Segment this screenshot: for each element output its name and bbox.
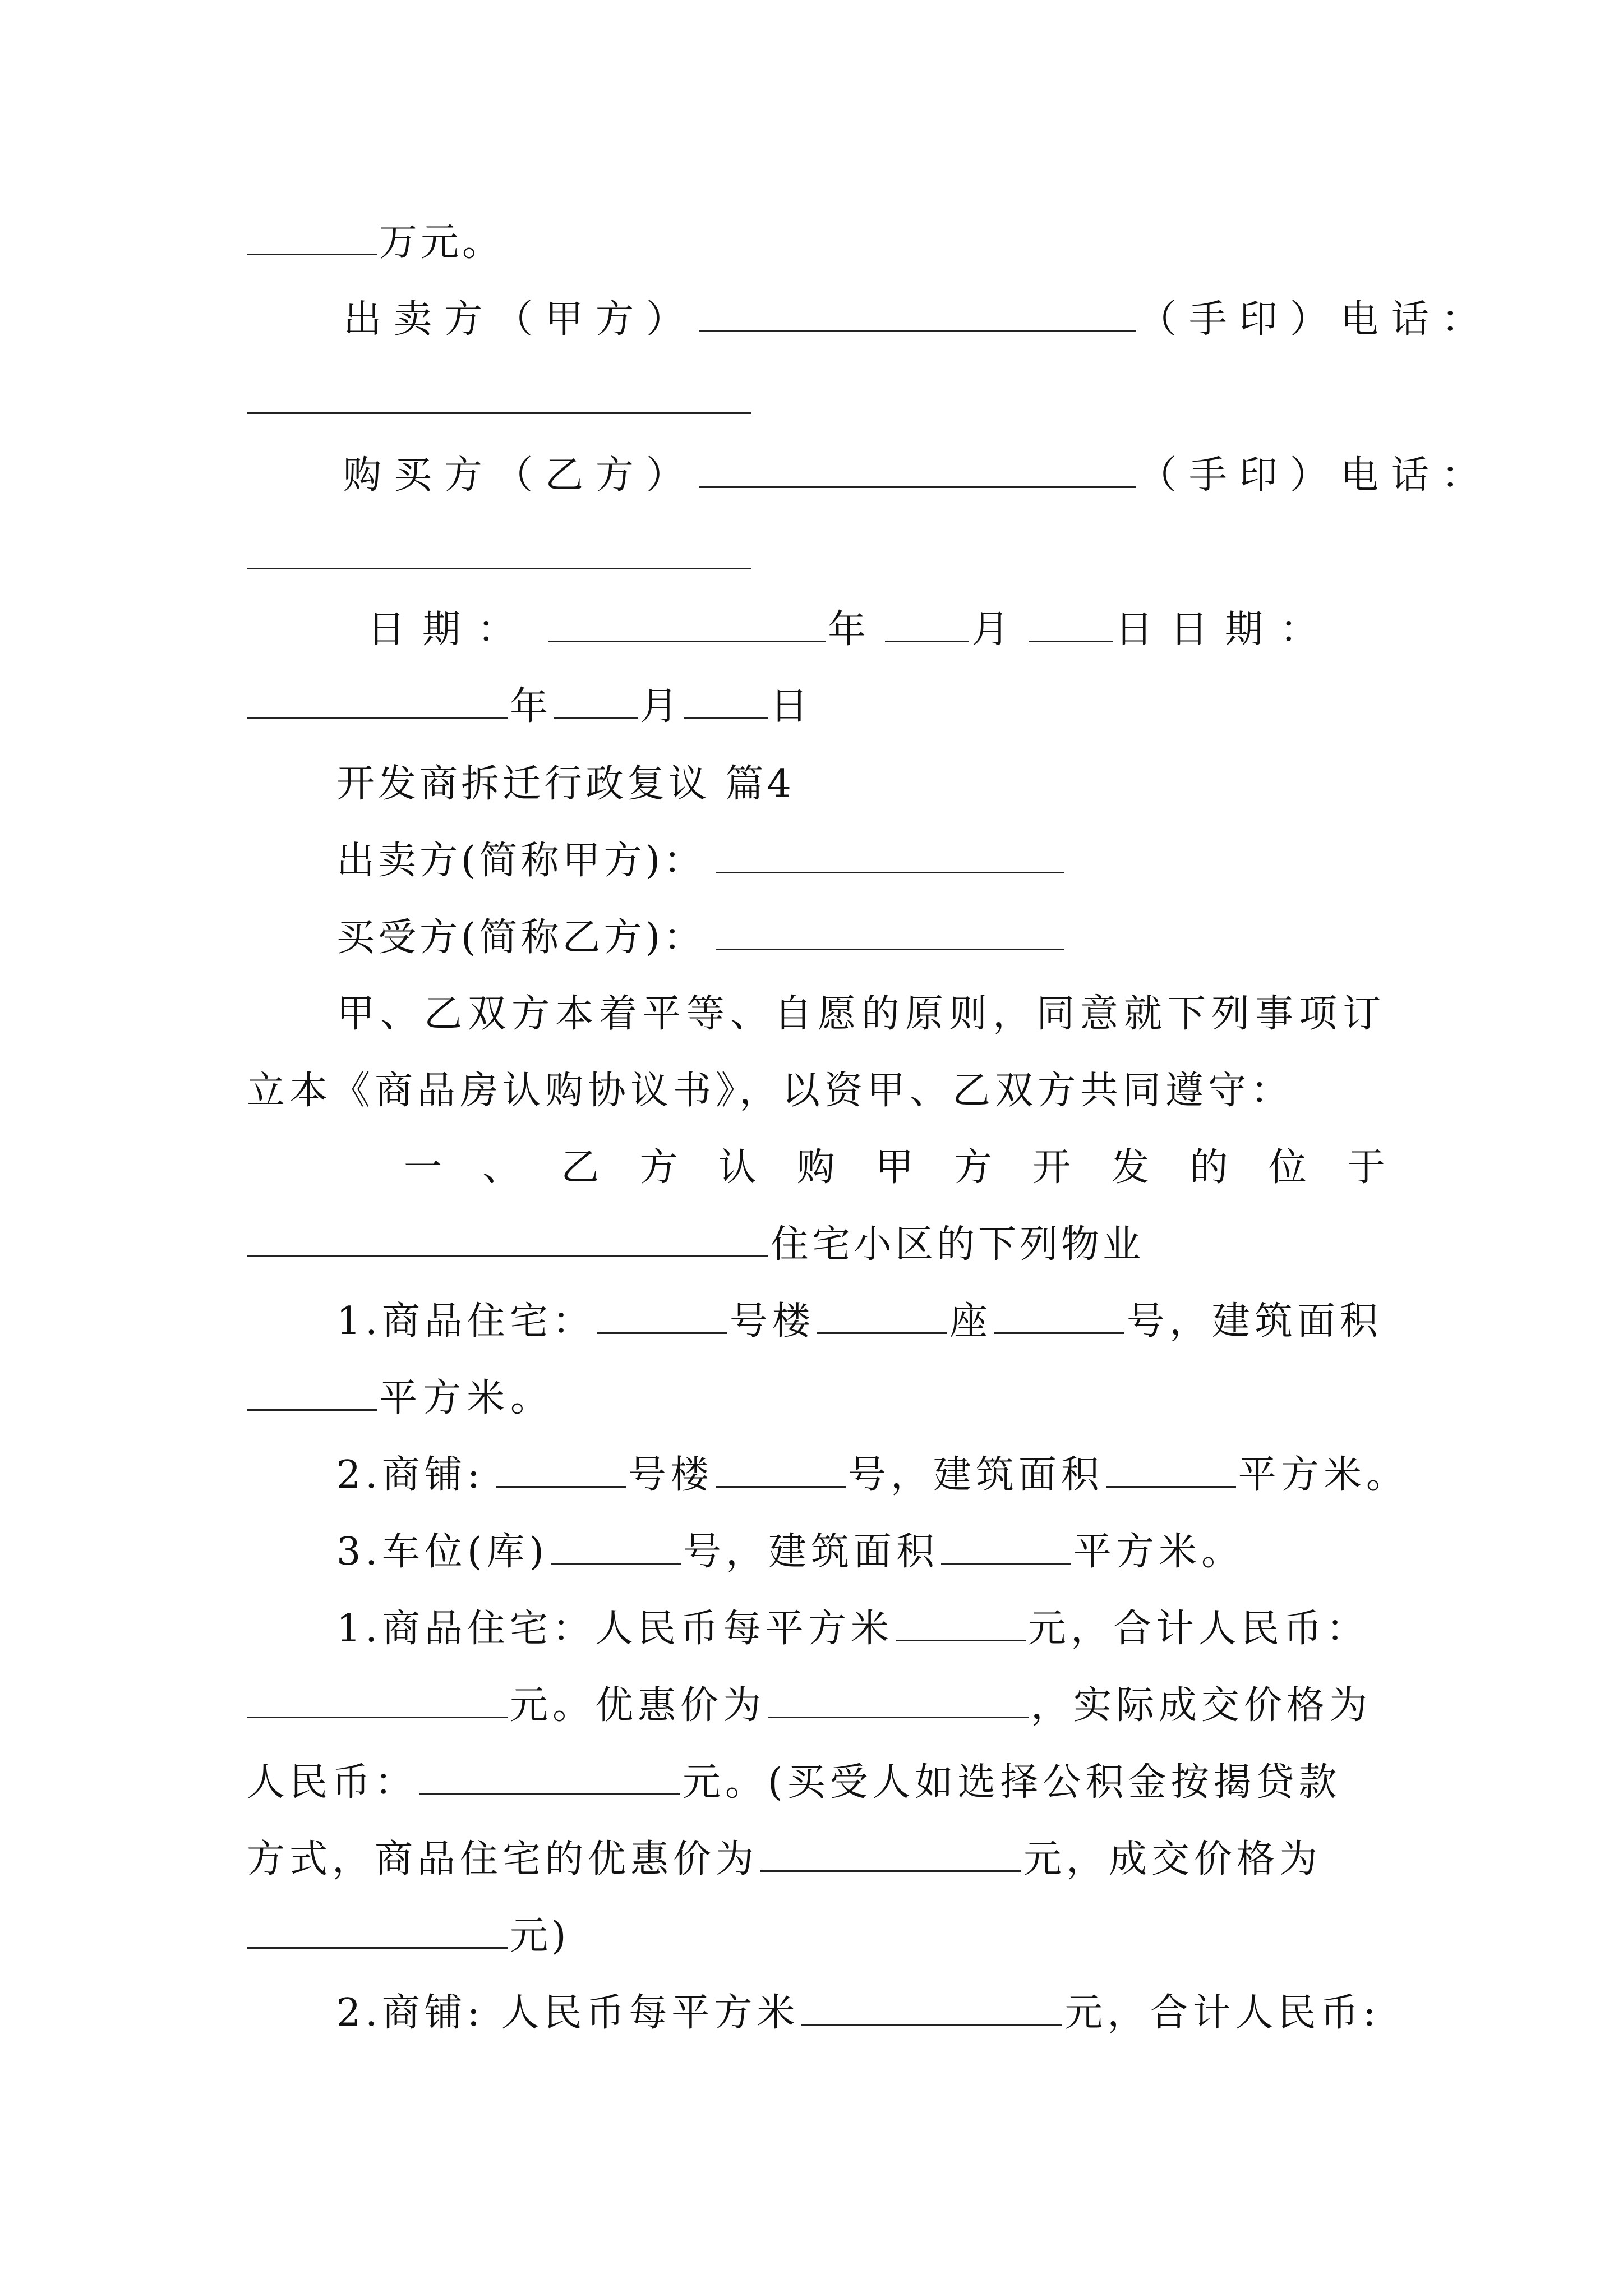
char: 、 xyxy=(482,1145,521,1190)
fill-blank xyxy=(247,220,377,255)
text-fragment: 号楼 xyxy=(729,1299,815,1343)
char: 方 xyxy=(639,1145,678,1190)
doc-line xyxy=(336,1295,1385,1349)
text-fragment: 买受方(简称乙方)： xyxy=(336,915,706,960)
fill-blank xyxy=(994,1299,1124,1334)
fill-blank xyxy=(247,1375,377,1411)
text-fragment: 号，建筑面积 xyxy=(1126,1299,1382,1343)
text-fragment: （手印）电话： xyxy=(1138,297,1492,342)
text-fragment: 2.商铺: xyxy=(336,1453,485,1497)
char: 的 xyxy=(1189,1145,1228,1190)
fill-blank xyxy=(684,684,768,719)
fill-blank xyxy=(801,1990,1062,2026)
text-fragment: 人民币： xyxy=(247,1760,418,1805)
fill-blank xyxy=(896,1606,1026,1641)
text-fragment: 3.车位(库) xyxy=(336,1530,548,1574)
doc-line xyxy=(404,1141,1385,1195)
text-fragment: （手印）电话： xyxy=(1138,453,1492,498)
fill-blank xyxy=(941,1529,1071,1565)
fill-blank xyxy=(716,1452,846,1488)
doc-line xyxy=(336,834,1475,888)
doc-line xyxy=(247,1910,1385,1963)
doc-line xyxy=(343,449,1492,503)
text-fragment: 万元。 xyxy=(379,220,504,265)
text-fragment: 号楼 xyxy=(628,1453,713,1497)
char: 乙 xyxy=(561,1145,600,1190)
text-fragment: 日期： xyxy=(367,608,533,652)
fill-blank xyxy=(1029,607,1113,642)
fill-blank xyxy=(548,607,826,642)
doc-line xyxy=(247,216,1385,270)
text-fragment: 日 xyxy=(770,684,812,729)
text-fragment: 2.商铺: 人民币每平方米 xyxy=(336,1991,800,2035)
char: 方 xyxy=(954,1145,993,1190)
doc-line xyxy=(247,1218,1385,1272)
doc-line xyxy=(336,1986,1385,2040)
fill-blank xyxy=(551,1529,681,1565)
buyer-label: 购买方（乙方） xyxy=(343,453,697,498)
fill-blank xyxy=(247,1222,768,1257)
fill-blank xyxy=(247,684,508,719)
doc-line xyxy=(336,1602,1385,1656)
char: 一 xyxy=(404,1145,442,1190)
char: 开 xyxy=(1032,1145,1071,1190)
doc-line xyxy=(336,1448,1409,1502)
fill-blank xyxy=(247,1913,508,1949)
fill-blank xyxy=(699,297,1136,332)
text-fragment: 元，合计人民币： xyxy=(1027,1607,1369,1651)
doc-line xyxy=(343,293,1492,347)
fill-blank xyxy=(1106,1452,1236,1488)
text-fragment: 元。(买受人如选择公积金按揭贷款 xyxy=(683,1760,1341,1805)
doc-line xyxy=(247,1679,1385,1733)
fill-blank xyxy=(496,1452,626,1488)
doc-line xyxy=(247,1372,1385,1425)
doc-line xyxy=(247,1833,1385,1887)
text-fragment: 住宅小区的下列物业 xyxy=(771,1222,1145,1267)
doc-line xyxy=(247,680,1385,734)
text-fragment: 座 xyxy=(949,1299,992,1343)
doc-line xyxy=(336,987,1385,1041)
fill-blank xyxy=(817,1299,947,1334)
text-fragment: 元，成交价格为 xyxy=(1023,1837,1322,1881)
text-fragment: 元) xyxy=(510,1914,570,1958)
text-fragment: 立本《商品房认购协议书》，以资甲、乙双方共同遵守： xyxy=(247,1069,1294,1113)
doc-line xyxy=(336,1525,1385,1579)
char: 位 xyxy=(1268,1145,1307,1190)
text-fragment: 号，建筑面积 xyxy=(847,1453,1104,1497)
text-fragment: 1.商品住宅：人民币每平方米 xyxy=(336,1607,893,1651)
fill-blank xyxy=(760,1837,1021,1872)
text-fragment: 元，合计人民币: xyxy=(1064,1991,1381,2035)
fill-blank xyxy=(247,1683,508,1718)
fill-blank xyxy=(247,568,751,569)
text-fragment: 开发商拆迁行政复议 篇4 xyxy=(336,762,795,806)
char: 购 xyxy=(796,1145,835,1190)
text-fragment: 出卖方(简称甲方)： xyxy=(336,839,706,883)
text-fragment: 方式，商品住宅的优惠价为 xyxy=(247,1837,759,1881)
text-fragment: 年 xyxy=(510,684,552,729)
text-fragment: 年 xyxy=(828,608,883,652)
text-fragment: 平方米。 xyxy=(379,1376,555,1420)
text-fragment: ，实际成交价格为 xyxy=(1031,1683,1372,1728)
text-fragment: 甲、乙双方本着平等、自愿的原则，同意就下列事项订 xyxy=(336,992,1387,1036)
text-fragment: 月 xyxy=(640,684,682,729)
char: 认 xyxy=(718,1145,757,1190)
text-fragment: 号，建筑面积 xyxy=(683,1530,939,1574)
doc-line xyxy=(247,1756,1385,1810)
fill-blank xyxy=(247,412,751,414)
fill-blank xyxy=(885,607,969,642)
seller-label: 出卖方（甲方） xyxy=(343,297,697,342)
fill-blank xyxy=(716,838,1064,873)
text-fragment: 平方米。 xyxy=(1238,1453,1409,1497)
text-fragment: 元。优惠价为 xyxy=(510,1683,766,1728)
fill-blank xyxy=(554,684,638,719)
char: 甲 xyxy=(875,1145,914,1190)
fill-blank xyxy=(419,1760,680,1795)
text-fragment: 1.商品住宅： xyxy=(336,1299,595,1343)
doc-line xyxy=(247,1064,1385,1118)
section-heading xyxy=(336,757,1475,811)
text-fragment: 平方米。 xyxy=(1073,1530,1244,1574)
text-fragment: 日日期： xyxy=(1115,608,1335,652)
fill-blank xyxy=(716,915,1064,950)
char: 发 xyxy=(1111,1145,1150,1190)
fill-blank xyxy=(768,1683,1029,1718)
fill-blank xyxy=(699,453,1136,488)
doc-line xyxy=(367,603,1385,657)
doc-line xyxy=(336,911,1475,965)
char: 于 xyxy=(1347,1145,1385,1190)
text-fragment: 月 xyxy=(971,608,1027,652)
fill-blank xyxy=(597,1299,727,1334)
